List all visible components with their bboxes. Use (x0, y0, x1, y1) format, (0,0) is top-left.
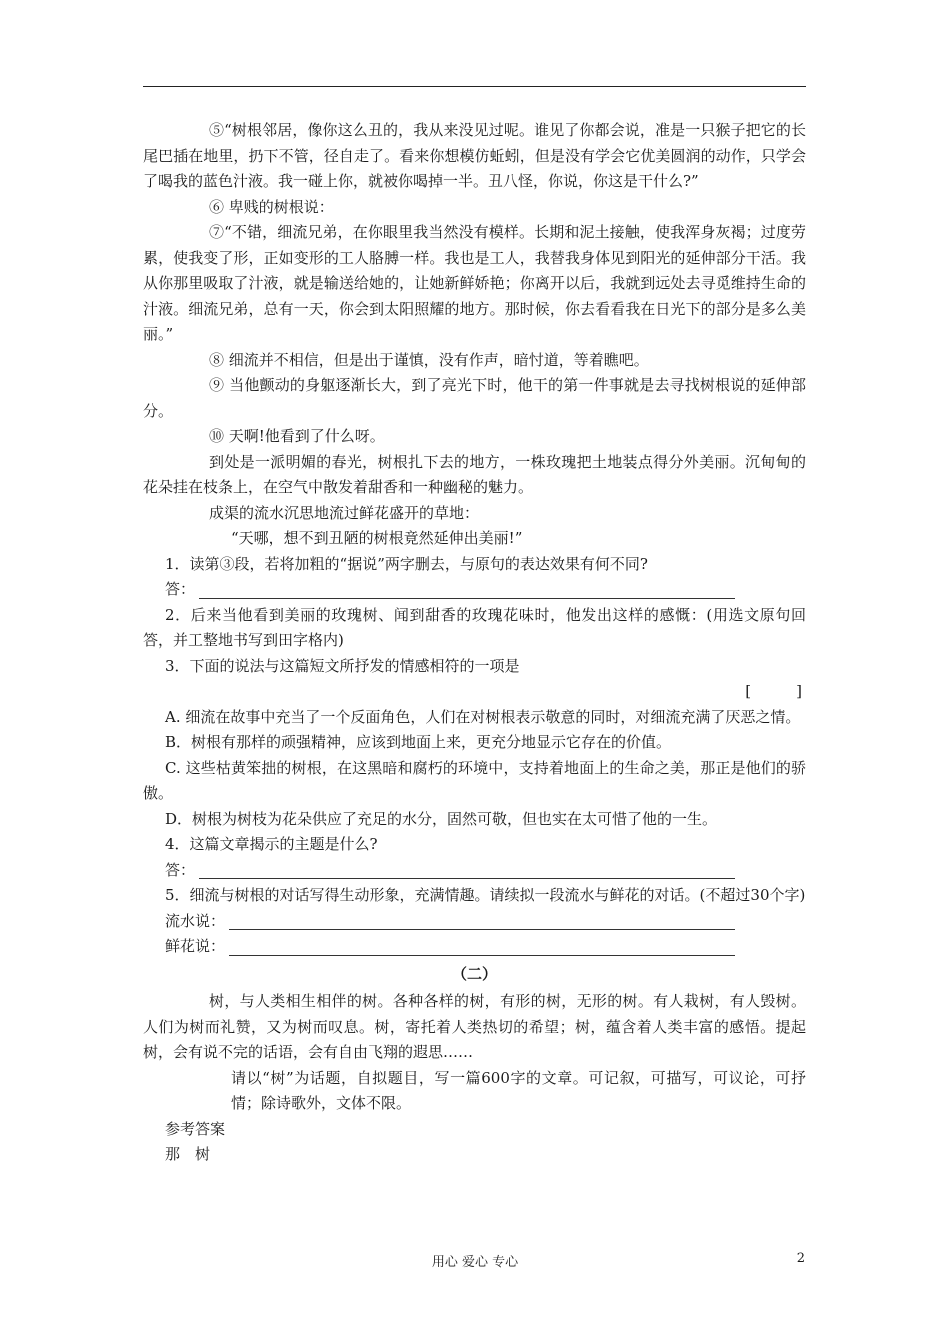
document-body (143, 118, 806, 1168)
answer-row-4 (143, 858, 806, 884)
page-number: 2 (796, 1251, 805, 1266)
paragraph-12: 成渠的流水沉思地流过鲜花盛开的草地： (209, 503, 480, 522)
section2-paragraph: 树，与人类相生相伴的树。各种各样的树，有形的树，无形的树。有人栽树，有人毁树。人们为树而礼赞，又为树而叹息。树，寄托着人类热切的希望；树，蕴含着人类丰富的感悟。提起树，会有说不完的话语，会有自由飞翔的遐思…… (143, 992, 806, 1061)
answer-line[interactable] (199, 584, 735, 599)
option-b: B．树根有那样的顽强精神，应该到地面上来，更充分地显示它存在的价值。 (165, 733, 672, 751)
option-a: A. 细流在故事中充当了一个反面角色，人们在对树根表示敬意的同时，对细流充满了厌恶之情。 (165, 707, 801, 726)
answer-bracket: [ ] (745, 682, 802, 700)
answer-line[interactable] (229, 941, 735, 956)
answer-row-flower (143, 934, 806, 960)
question-5: 5．细流与树根的对话写得生动形象，充满情趣。请续拟一段流水与鲜花的对话。(不超过30个字) (165, 886, 806, 904)
option-d: D．树根为树枝为花朵供应了充足的水分，固然可敬，但也实在太可惜了他的一生。 (165, 809, 718, 828)
paragraph-10: ⑩ 天啊!他看到了什么呀。 (209, 427, 385, 445)
reference-title: 那 树 (165, 1145, 211, 1163)
footer-motto: 用心 爱心 专心 (431, 1255, 519, 1270)
question-2: 2．后来当他看到美丽的玫瑰树、闻到甜香的玫瑰花味时，他发出这样的感慨：(用选文原句回答，并工整地书写到田字格内) (143, 605, 806, 649)
answer-line[interactable] (199, 864, 735, 879)
answer-row-1 (143, 577, 806, 603)
section-heading: （二） (451, 964, 497, 983)
answer-label: 答： (165, 860, 196, 879)
answer-line[interactable] (229, 915, 735, 930)
reference-answer-label: 参考答案 (165, 1119, 226, 1138)
paragraph-8: ⑧ 细流并不相信，但是出于谨慎，没有作声，暗忖道，等着瞧吧。 (209, 350, 649, 369)
header-rule (143, 86, 806, 87)
answer-row-water (143, 909, 806, 935)
question-3: 3．下面的说法与这篇短文所抒发的情感相符的一项是 (165, 656, 520, 675)
answer-label: 答： (165, 580, 196, 598)
flower-label: 鲜花说： (165, 937, 226, 955)
option-c: C. 这些枯黄笨拙的树根，在这黑暗和腐朽的环境中，支持着地面上的生命之美，那正是他们的骄傲。 (143, 758, 806, 802)
question-4: 4．这篇文章揭示的主题是什么? (165, 835, 378, 853)
paragraph-6: ⑥ 卑贱的树根说： (209, 197, 334, 216)
paragraph-9: ⑨ 当他颤动的身躯逐渐长大，到了亮光下时，他干的第一件事就是去寻找树根说的延伸部分。 (143, 376, 806, 420)
paragraph-7: ⑦“不错，细流兄弟，在你眼里我当然没有模样。长期和泥土接触，使我浑身灰褐；过度劳累，使我变了形，正如变形的工人胳膊一样。我也是工人，我替我身体见到阳光的延伸部分干活。我从你那里吸取了汁液，就是输送给她的，让她新鲜娇艳；你离开以后，我就到远处去寻觅维持生命的汁液。细流兄弟，总有一天，你会到太阳照耀的地方。那时候，你去看看我在日光下的部分是多么美丽。” (143, 223, 806, 343)
paragraph-11: 到处是一派明媚的春光，树根扎下去的地方，一株玫瑰把土地装点得分外美丽。沉甸甸的花朵挂在枝条上，在空气中散发着甜香和一种幽秘的魅力。 (143, 452, 806, 496)
question-1: 1．读第③段，若将加粗的“据说”两字删去，与原句的表达效果有何不同? (165, 554, 648, 573)
writing-prompt: 请以“树”为话题，自拟题目，写一篇600字的文章。可记叙，可描写，可议论，可抒情；除诗歌外，文体不限。 (231, 1068, 806, 1112)
paragraph-5: ⑤“树根邻居，像你这么丑的，我从来没见过呢。谁见了你都会说，准是一只猴子把它的长尾巴插在地里，扔下不管，径自走了。看来你想模仿蚯蚓，但是没有学会它优美圆润的动作，只学会了喝我的蓝色汁液。我一碰上你，就被你喝掉一半。丑八怪，你说，你这是干什么?” (143, 121, 806, 190)
water-label: 流水说： (165, 911, 226, 930)
paragraph-13: “天哪，想不到丑陋的树根竟然延伸出美丽!” (231, 529, 523, 547)
